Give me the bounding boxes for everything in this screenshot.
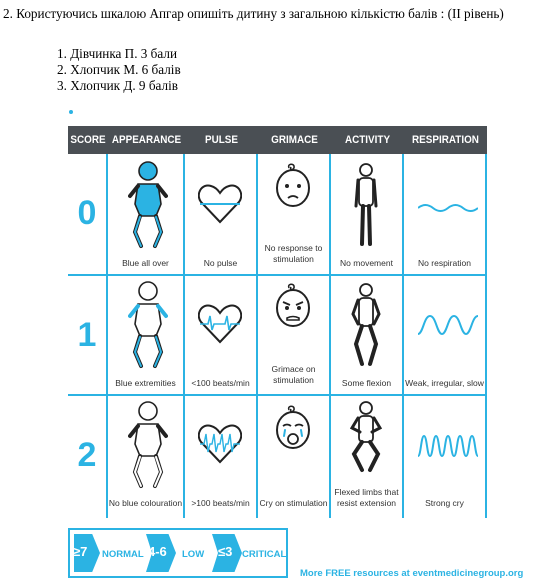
case-item-2: 2. Хлопчик М. 6 балів — [57, 62, 181, 77]
footer-resources: More FREE resources at eventmedicinegroup.org — [300, 568, 524, 579]
score-legend — [68, 528, 288, 578]
caption-appearance-2: No blue colouration — [108, 498, 183, 508]
caption-respiration-2: Strong cry — [425, 498, 464, 508]
legend-critical-range: ≤3 — [218, 544, 233, 559]
header-grimace: GRIMACE — [271, 134, 318, 146]
column-divider — [402, 154, 404, 518]
face-no-response-icon — [273, 162, 313, 210]
legend-normal-label: NORMAL — [102, 549, 144, 560]
caption-activity-0: No movement — [340, 258, 393, 268]
score-1: 1 — [77, 316, 97, 354]
header-activity: ACTIVITY — [344, 134, 391, 146]
strong-wave-icon — [418, 432, 478, 460]
heart-fast-pulse-icon — [198, 422, 242, 464]
caption-appearance-0: Blue all over — [122, 258, 169, 268]
caption-appearance-1: Blue extremities — [115, 378, 176, 388]
caption-pulse-0: No pulse — [203, 258, 238, 268]
apgar-score-table — [68, 126, 487, 518]
caption-pulse-2: >100 beats/min — [191, 498, 250, 508]
decorative-dot — [69, 110, 73, 114]
legend-low-range: 4-6 — [148, 544, 167, 559]
row-divider — [68, 274, 487, 276]
heart-slow-pulse-icon — [198, 302, 242, 344]
header-appearance: APPEARANCE — [111, 134, 182, 146]
column-divider — [183, 154, 185, 518]
some-flexion-body-icon — [350, 282, 382, 370]
caption-grimace-0: No response to stimulation — [264, 243, 323, 264]
caption-respiration-1: Weak, irregular, slow — [405, 378, 484, 388]
row-divider — [68, 394, 487, 396]
case-item-3: 3. Хлопчик Д. 9 балів — [57, 78, 178, 93]
legend-low-label: LOW — [182, 549, 205, 560]
case-list — [57, 46, 181, 94]
column-divider — [256, 154, 258, 518]
question-text: 2. Користуючись шкалою Апгар опишіть дитину з загальною кількістю балів : (ІІ рівень) — [3, 6, 504, 21]
baby-pink-icon — [128, 400, 168, 494]
caption-grimace-2: Cry on stimulation — [259, 498, 328, 508]
table-header — [68, 126, 487, 154]
legend-normal-range: ≥7 — [73, 544, 88, 559]
caption-grimace-1: Grimace on stimulation — [271, 364, 316, 385]
column-divider — [485, 154, 487, 518]
column-divider — [106, 154, 108, 518]
weak-wave-icon — [418, 312, 478, 338]
caption-activity-2: Flexed limbs that resist extension — [334, 487, 399, 508]
score-0: 0 — [77, 194, 97, 232]
caption-respiration-0: No respiration — [418, 258, 471, 268]
score-2: 2 — [77, 436, 97, 474]
flexed-limbs-body-icon — [350, 400, 382, 480]
case-item-1: 1. Дівчинка П. 3 бали — [57, 46, 178, 61]
table-body — [68, 154, 487, 518]
face-grimace-icon — [273, 282, 313, 330]
baby-blue-extremities-icon — [128, 280, 168, 374]
legend-critical-label: CRITICAL — [242, 549, 287, 560]
header-score: SCORE — [70, 134, 106, 146]
flat-wave-icon — [418, 200, 478, 216]
header-pulse: PULSE — [204, 134, 239, 146]
baby-blue-all-icon — [128, 160, 168, 254]
heart-icon — [198, 182, 242, 224]
caption-pulse-1: <100 beats/min — [191, 378, 250, 388]
caption-activity-1: Some flexion — [341, 378, 392, 388]
header-respiration: RESPIRATION — [412, 134, 479, 146]
face-crying-icon — [273, 404, 313, 454]
limp-body-icon — [354, 162, 378, 250]
column-divider — [329, 154, 331, 518]
